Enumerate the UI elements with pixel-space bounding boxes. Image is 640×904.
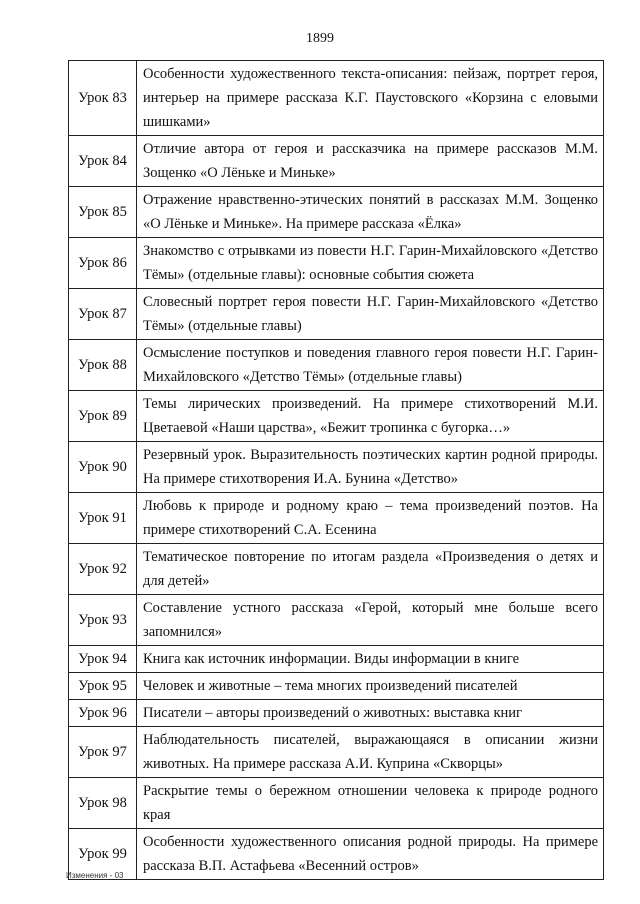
lesson-number: Урок 84 [69,136,137,187]
lesson-topic: Темы лирических произведений. На примере стихотворений М.И. Цветаевой «Наши царства», «Бежит тропинка с бугорка…» [137,391,604,442]
lesson-number: Урок 98 [69,778,137,829]
table-row [69,727,604,778]
lesson-number: Урок 87 [69,289,137,340]
table-row [69,595,604,646]
lesson-topic: Отличие автора от героя и рассказчика на примере рассказов М.М. Зощенко «О Лёньке и Миньке» [137,136,604,187]
lessons-table-body [69,61,604,880]
lesson-number: Урок 99 [69,829,137,880]
lesson-number: Урок 93 [69,595,137,646]
table-row [69,673,604,700]
lesson-number: Урок 95 [69,673,137,700]
lesson-number: Урок 83 [69,61,137,136]
lesson-topic: Составление устного рассказа «Герой, который мне больше всего запомнился» [137,595,604,646]
lesson-topic: Словесный портрет героя повести Н.Г. Гарин-Михайловского «Детство Тёмы» (отдельные главы) [137,289,604,340]
lesson-number: Урок 91 [69,493,137,544]
lesson-topic: Осмысление поступков и поведения главного героя повести Н.Г. Гарин-Михайловского «Детство Тёмы» (отдельные главы) [137,340,604,391]
table-row [69,340,604,391]
lesson-number: Урок 85 [69,187,137,238]
table-row [69,391,604,442]
table-row [69,646,604,673]
table-row [69,442,604,493]
lesson-number: Урок 97 [69,727,137,778]
lesson-topic: Книга как источник информации. Виды информации в книге [137,646,604,673]
page-number: 1899 [306,31,334,46]
lesson-topic: Особенности художественного текста-описания: пейзаж, портрет героя, интерьер на примере рассказа К.Г. Паустовского «Корзина с еловыми шишками» [137,61,604,136]
lesson-number: Урок 86 [69,238,137,289]
table-row [69,778,604,829]
lesson-topic: Тематическое повторение по итогам раздела «Произведения о детях и для детей» [137,544,604,595]
footer-revision-note: Изменения - 03 [66,871,124,880]
lesson-number: Урок 96 [69,700,137,727]
lesson-number: Урок 90 [69,442,137,493]
table-row [69,493,604,544]
lesson-topic: Наблюдательность писателей, выражающаяся в описании жизни животных. На примере рассказа А.И. Куприна «Скворцы» [137,727,604,778]
table-row [69,544,604,595]
lesson-topic: Любовь к природе и родному краю – тема произведений поэтов. На примере стихотворений С.А. Есенина [137,493,604,544]
lesson-topic: Знакомство с отрывками из повести Н.Г. Гарин-Михайловского «Детство Тёмы» (отдельные главы): основные события сюжета [137,238,604,289]
lesson-topic: Писатели – авторы произведений о животных: выставка книг [137,700,604,727]
table-row [69,136,604,187]
lessons-table [68,60,604,880]
table-row [69,829,604,880]
lesson-topic: Раскрытие темы о бережном отношении человека к природе родного края [137,778,604,829]
lesson-topic: Особенности художественного описания родной природы. На примере рассказа В.П. Астафьева «Весенний остров» [137,829,604,880]
table-row [69,61,604,136]
lesson-topic: Отражение нравственно-этических понятий в рассказах М.М. Зощенко «О Лёньке и Миньке». На примере рассказа «Ёлка» [137,187,604,238]
table-row [69,187,604,238]
table-row [69,238,604,289]
table-row [69,289,604,340]
lesson-number: Урок 92 [69,544,137,595]
lesson-number: Урок 89 [69,391,137,442]
table-row [69,700,604,727]
lesson-topic: Резервный урок. Выразительность поэтических картин родной природы. На примере стихотворения И.А. Бунина «Детство» [137,442,604,493]
lesson-topic: Человек и животные – тема многих произведений писателей [137,673,604,700]
lesson-number: Урок 94 [69,646,137,673]
lesson-number: Урок 88 [69,340,137,391]
